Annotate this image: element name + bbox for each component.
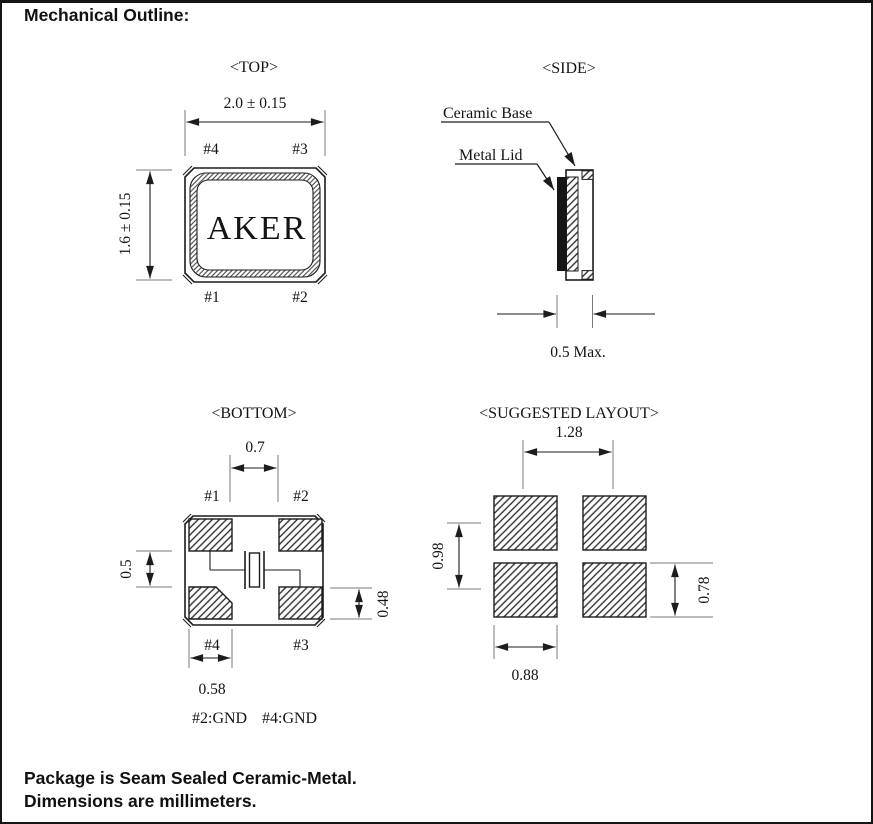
metal-lid-leader-arrow [537,164,554,190]
bottom-pad-1 [189,519,232,551]
layout-pad-bottom-left [494,563,557,617]
bottom-pad-width-dimension: 0.58 [198,681,226,698]
gnd-note-pin4: #4:GND [262,710,318,727]
bottom-view-label: <BOTTOM> [211,405,297,422]
bottom-pin-4-label: #4 [204,637,220,654]
bottom-pin-3-label: #3 [293,637,309,654]
bottom-view [118,405,392,727]
bottom-pin-1-label: #1 [204,488,220,505]
brand-marking: AKER [206,210,308,247]
top-view [117,59,327,306]
metal-lid-callout: Metal Lid [459,147,523,164]
side-view [441,60,655,361]
layout-pad-top-right [583,496,646,550]
gnd-note-pin2: #2:GND [192,710,248,727]
top-view-label: <TOP> [230,59,278,76]
side-view-label: <SIDE> [542,60,596,77]
ceramic-base-callout: Ceramic Base [443,105,533,122]
bottom-pad-3 [279,587,322,619]
top-pin-3-label: #3 [292,141,308,158]
bottom-pad-gap-y-dimension: 0.5 [118,559,135,579]
layout-pad-height-dimension: 0.78 [696,576,713,604]
side-pad-bottom [582,271,593,280]
layout-pad-top-left [494,496,557,550]
suggested-layout-view [430,405,713,684]
bottom-pad-gap-x-dimension: 0.7 [245,439,265,456]
package-note: Package is Seam Sealed Ceramic-Metal. [24,768,357,788]
side-metal-lid [557,177,567,271]
ceramic-base-leader-arrow [549,122,575,166]
dimensions-note: Dimensions are millimeters. [24,791,257,811]
top-width-dimension: 2.0 ± 0.15 [223,95,287,112]
page-title: Mechanical Outline: [24,5,190,25]
layout-pad-width-dimension: 0.88 [511,667,539,684]
top-pin-4-label: #4 [203,141,219,158]
top-pin-1-label: #1 [204,289,220,306]
side-pad-top [582,171,593,180]
top-height-dimension: 1.6 ± 0.15 [117,192,134,256]
top-pin-2-label: #2 [292,289,308,306]
bottom-pad-height-dimension: 0.48 [375,590,392,618]
layout-view-label: <SUGGESTED LAYOUT> [479,405,659,422]
bottom-pin-2-label: #2 [293,488,309,505]
bottom-pad-2 [279,519,322,551]
crystal-element [250,553,260,587]
layout-pad-bottom-right [583,563,646,617]
layout-pitch-x-dimension: 1.28 [555,424,583,441]
side-seal-section [567,177,579,271]
side-thickness-dimension: 0.5 Max. [550,344,606,361]
layout-pitch-y-dimension: 0.98 [430,542,447,570]
